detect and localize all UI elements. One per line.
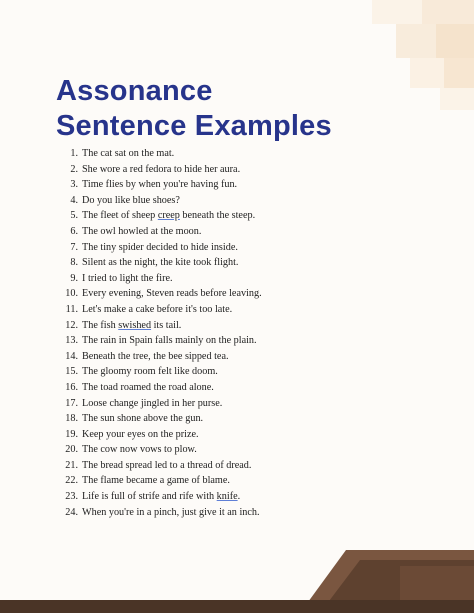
list-item [60,286,360,302]
corner-decoration-tile [372,0,422,24]
list-item-text [82,208,255,224]
list-item-number: 23. [65,491,78,503]
list-item [60,162,360,178]
list-item-text-pre: The fleet of sheep [82,210,158,222]
list-item [60,411,360,427]
list-item-number: 8. [70,257,78,269]
corner-decoration-tile [410,58,444,88]
list-item-text-post: beneath the steep. [179,210,256,222]
list-item-text: Time flies by when you're having fun. [82,179,238,191]
list-item-number: 10. [65,288,78,300]
bottom-band-dark [0,600,474,613]
list-item-text: Keep your eyes on the prize. [82,428,199,440]
list-item [60,177,360,193]
list-item-number: 14. [65,350,78,362]
list-item-number: 19. [65,428,78,440]
list-item-number: 11. [65,303,78,315]
list-item-text: Every evening, Steven reads before leaving. [82,288,262,300]
list-item-text-post: its tail. [151,319,182,331]
list-item-number: 2. [70,163,78,175]
list-item [60,458,360,474]
corner-decoration-tile [436,24,474,58]
corner-decoration-tile [396,24,436,58]
list-item-number: 7. [70,241,78,253]
list-item-number: 12. [65,319,78,331]
list-item-text: The flame became a game of blame. [82,475,230,487]
list-item-text: Let's make a cake before it's too late. [82,303,233,315]
list-item-number: 9. [70,272,78,284]
list-item [60,505,360,521]
list-item-text [82,318,181,334]
list-item [60,271,360,287]
list-item-text: The tiny spider decided to hide inside. [82,241,238,253]
corner-decoration-tile [440,88,474,110]
list-item [60,193,360,209]
list-item [60,442,360,458]
list-item-text: The sun shone above the gun. [82,413,204,425]
list-item [60,146,360,162]
examples-list [60,146,360,520]
list-item [60,349,360,365]
list-item [60,427,360,443]
list-item-text: The toad roamed the road alone. [82,381,214,393]
corner-decoration-tile [444,58,474,88]
list-item-number: 16. [65,381,78,393]
bottom-band-block [400,566,474,600]
list-item-text: Loose change jingled in her purse. [82,397,223,409]
list-item-number: 20. [65,444,78,456]
list-item-text: Silent as the night, the kite took flight. [82,257,239,269]
bottom-band-light [300,550,474,613]
list-item-number: 13. [65,335,78,347]
list-item-text: The gloomy room felt like doom. [82,366,218,378]
list-item-text [82,489,240,505]
list-item-text: Beneath the tree, the bee sipped tea. [82,350,229,362]
list-item-number: 5. [70,210,78,222]
list-item [60,473,360,489]
spellcheck-underlined-word: creep [157,210,180,222]
list-item-number: 4. [70,194,78,206]
page-title-line-1: Assonance [56,75,213,107]
bottom-band-mid [320,560,474,613]
list-item-number: 6. [70,225,78,237]
list-item-text-post: . [237,491,241,503]
list-item [60,318,360,334]
list-item-text: Do you like blue shoes? [82,194,180,206]
list-item-number: 17. [65,397,78,409]
list-item [60,489,360,505]
list-item [60,364,360,380]
list-item-number: 24. [65,506,78,518]
page-title-line-2: Sentence Examples [56,110,332,142]
list-item [60,208,360,224]
list-item-text: When you're in a pinch, just give it an inch. [82,506,260,518]
list-item [60,255,360,271]
list-item-text: I tried to light the fire. [82,272,173,284]
spellcheck-underlined-word: swished [118,319,152,331]
spellcheck-underlined-word: knife [216,491,238,503]
list-item [60,240,360,256]
list-item-number: 3. [70,179,78,191]
list-item-text: The owl howled at the moon. [82,225,202,237]
list-item-text: The cow now vows to plow. [82,444,197,456]
list-item-number: 21. [65,459,78,471]
list-item-number: 18. [65,413,78,425]
list-item [60,380,360,396]
list-item-text: The bread spread led to a thread of dread. [82,459,252,471]
list-item-number: 22. [65,475,78,487]
list-item-number: 15. [65,366,78,378]
page-title [56,74,332,144]
list-item [60,224,360,240]
corner-decoration-tile [422,0,474,24]
list-item [60,302,360,318]
list-item-number: 1. [70,148,78,159]
list-item-text: The cat sat on the mat. [82,148,175,159]
list-item-text: She wore a red fedora to hide her aura. [82,163,241,175]
list-item-text: The rain in Spain falls mainly on the plain. [82,335,257,347]
list-item-text-pre: Life is full of strife and rife with [82,491,217,503]
list-item-text-pre: The fish [82,319,119,331]
list-item [60,396,360,412]
list-item [60,333,360,349]
